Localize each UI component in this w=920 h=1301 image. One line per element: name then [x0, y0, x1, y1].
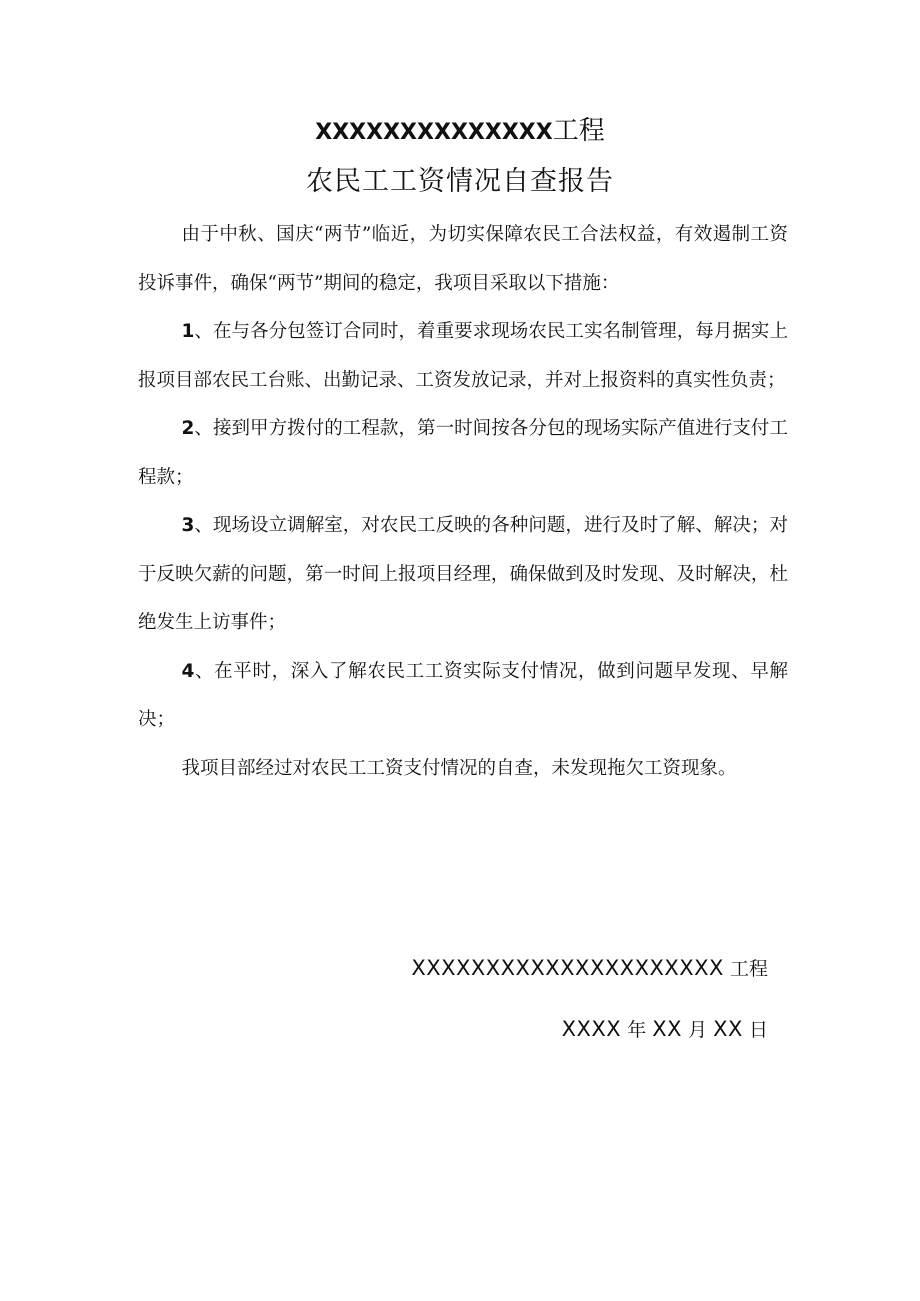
- date-year-label: 年: [627, 1019, 647, 1041]
- project-code: XXXXXXXXXXXXXX: [315, 120, 553, 145]
- date-day-label: 日: [748, 1019, 768, 1041]
- list-number: 4: [181, 660, 195, 682]
- signature-organization: [411, 953, 768, 984]
- paragraph-intro: [138, 211, 788, 308]
- date-day: XX: [713, 1017, 743, 1041]
- paragraph-measure-3: [138, 502, 788, 648]
- org-code: XXXXXXXXXXXXXXXXXXXXX: [411, 956, 724, 980]
- document-title-report: 农民工工资情况自查报告: [306, 166, 614, 197]
- project-suffix: 工程: [552, 116, 605, 146]
- document-title-project: [0, 113, 920, 151]
- paragraph-text: 、在平时，深入了解农民工工资实际支付情况，做到问题早发现、早解决；: [138, 660, 788, 730]
- org-suffix: 工程: [729, 958, 768, 980]
- signature-date: [562, 1014, 768, 1045]
- paragraph-measure-4: [138, 648, 788, 745]
- paragraph-text: 由于中秋、国庆“两节”临近，为切实保障农民工合法权益，有效遏制工资投诉事件，确保“两节”期间的稳定，我项目采取以下措施：: [138, 224, 788, 294]
- paragraph-text: 、在与各分包签订合同时，着重要求现场农民工实名制管理，每月据实上报项目部农民工台账、出勤记录、工资发放记录，并对上报资料的真实性负责；: [138, 321, 788, 391]
- date-year: XXXX: [561, 1017, 622, 1041]
- document-body: [138, 211, 788, 793]
- list-number: 2: [181, 418, 195, 439]
- paragraph-conclusion: [138, 745, 788, 794]
- paragraph-measure-1: [138, 308, 788, 405]
- list-number: 3: [181, 515, 195, 536]
- date-month: XX: [652, 1017, 683, 1041]
- paragraph-text: 、接到甲方拨付的工程款，第一时间按各分包的现场实际产值进行支付工程款；: [138, 418, 788, 488]
- paragraph-text: 、现场设立调解室，对农民工反映的各种问题，进行及时了解、解决；对于反映欠薪的问题，第一时间上报项目经理，确保做到及时发现、及时解决，杜绝发生上访事件；: [138, 515, 788, 633]
- date-month-label: 月: [688, 1019, 708, 1041]
- paragraph-measure-2: [138, 405, 788, 502]
- paragraph-text: 我项目部经过对农民工工资支付情况的自查，未发现拖欠工资现象。: [181, 757, 737, 779]
- list-number: 1: [181, 321, 195, 342]
